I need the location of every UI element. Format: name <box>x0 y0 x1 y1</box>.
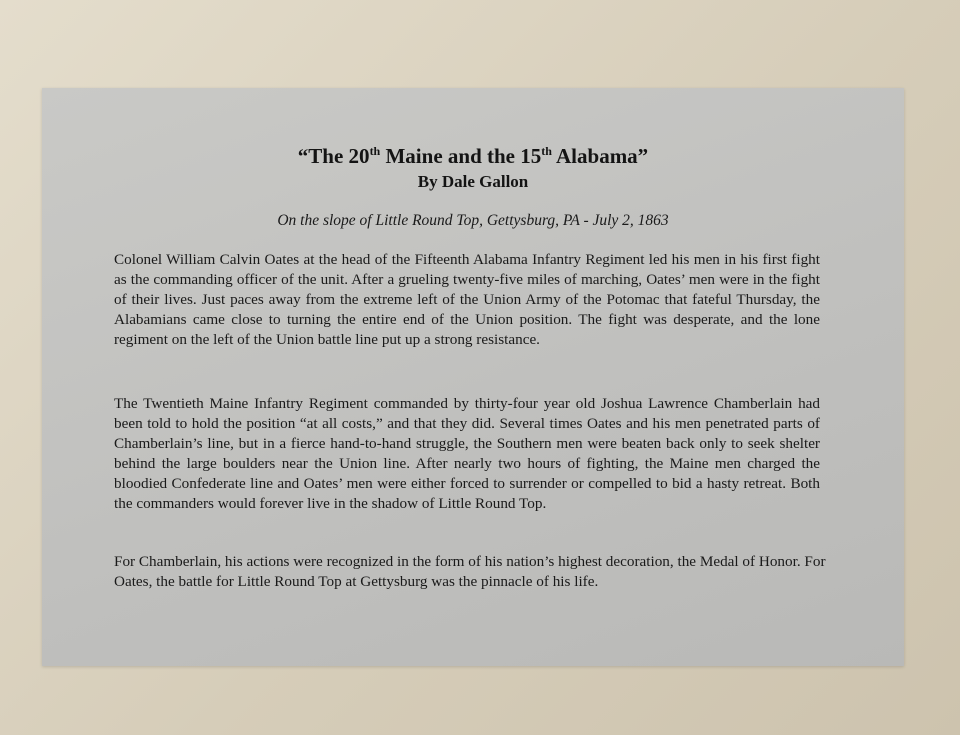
paragraph-chamberlain: The Twentieth Maine Infantry Regiment commanded by thirty-four year old Joshua Lawrence Chamberlain had been told to hold the position “at all costs,” and that they did. Several times Oates and his men penetrated parts of Chamberlain’s line, but in a fierce hand-to-hand struggle, the Southern men were beaten back only to seek shelter behind the large boulders near the Union line. After nearly two hours of fighting, the Maine men charged the bloodied Confederate line and Oates’ men were either forced to surrender or compelled to bid a hasty retreat. Both the commanders would forever live in the shadow of Little Round Top. <box>114 395 820 512</box>
paragraph-oates: Colonel William Calvin Oates at the head of the Fifteenth Alabama Infantry Regiment led his men in his first fight as the commanding officer of the unit. After a grueling twenty-five miles of marching, Oates’ men were in the fight of their lives. Just paces away from the extreme left of the Union Army of the Potomac that fateful Thursday, the Alabamians came close to turning the entire end of the Union position. The fight was desperate, and the lone regiment on the left of the Union battle line put up a strong resistance. <box>114 251 820 348</box>
title-text-part: Maine and the 15 <box>380 144 542 168</box>
byline: By Dale Gallon <box>417 172 529 191</box>
placard <box>42 88 904 666</box>
title-text-part: “The 20 <box>297 144 370 168</box>
paragraph-outcome: For Chamberlain, his actions were recognized in the form of his nation’s highest decoration, the Medal of Honor. For Oates, the battle for Little Round Top at Gettysburg was the pinnacle of his life. <box>114 553 826 590</box>
placard-title <box>42 144 904 169</box>
title-text-part: Alabama” <box>551 144 649 168</box>
location-date: On the slope of Little Round Top, Gettysburg, PA - July 2, 1863 <box>277 212 669 229</box>
title-superscript: th <box>541 144 552 158</box>
title-superscript: th <box>369 144 381 158</box>
